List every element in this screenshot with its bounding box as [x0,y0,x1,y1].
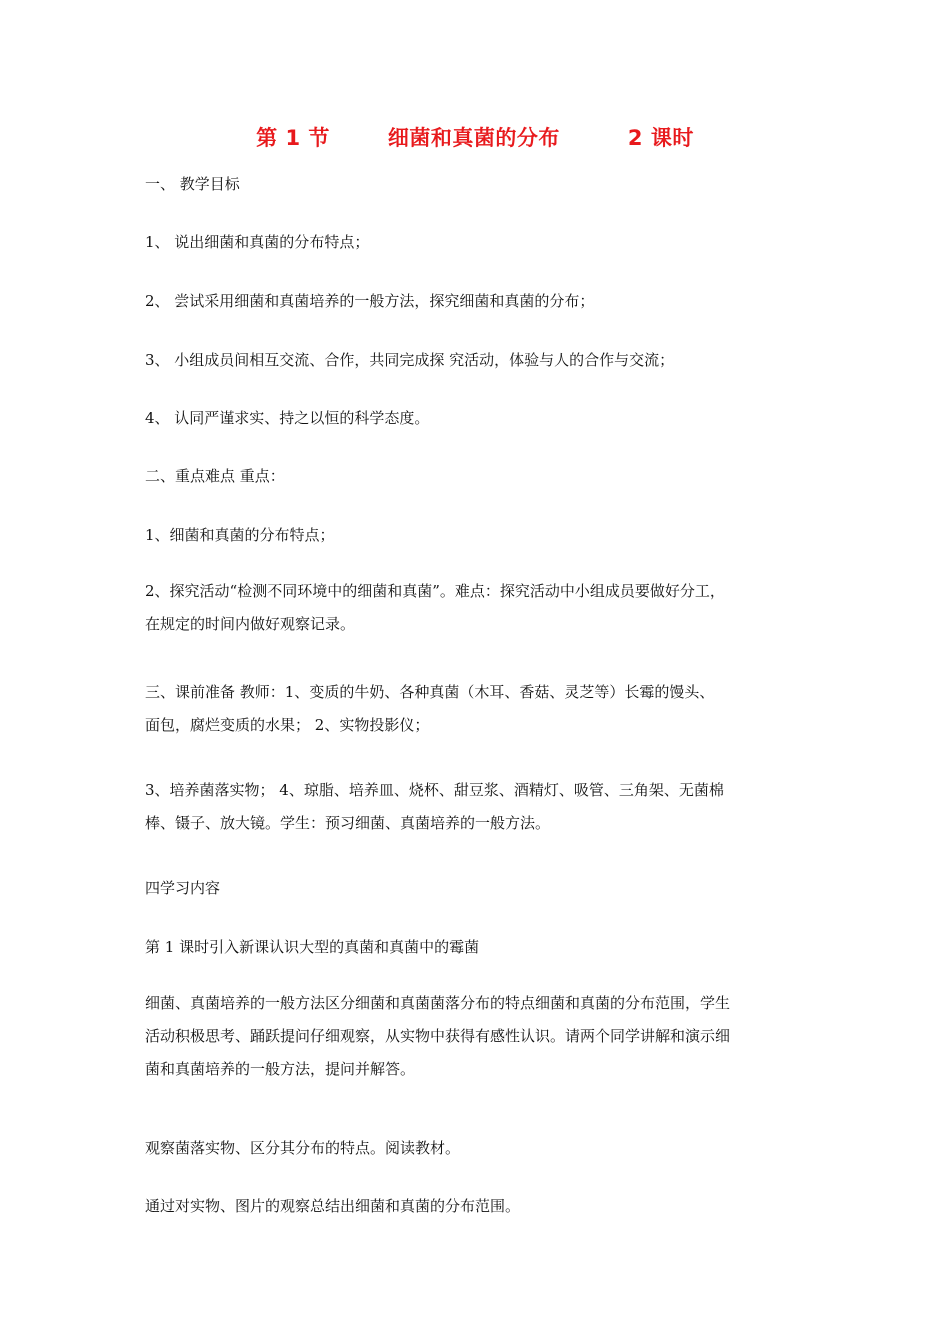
preparation-paragraph-2 [145,774,815,840]
paragraph-line: 细菌、真菌培养的一般方法区分细菌和真菌菌落分布的特点细菌和真菌的分布范围，学生 [145,994,731,1012]
content-heading: 四学习内容 [145,879,221,897]
title-hours: 2 课时 [627,126,694,150]
objective-item-1: 1、 说出细菌和真菌的分布特点； [145,233,370,251]
objective-item-4: 4、 认同严谨求实、持之以恒的科学态度。 [145,409,430,427]
objectives-heading: 一、 教学目标 [145,175,240,193]
preparation-paragraph-1 [145,676,815,742]
paragraph-line: 棒、镊子、放大镜。学生：预习细菌、真菌培养的一般方法。 [145,814,551,832]
lesson-1-intro: 第 1 课时引入新课认识大型的真菌和真菌中的霉菌 [145,938,480,956]
content-paragraph [145,987,815,1086]
paragraph-line: 2、探究活动“检测不同环境中的细菌和真菌”。难点：探究活动中小组成员要做好分工， [145,582,725,600]
objective-item-3: 3、 小组成员间相互交流、合作，共同完成探 究活动，体验与人的合作与交流； [145,351,675,369]
key-point-item-2 [145,575,815,641]
objective-item-2: 2、 尝试采用细菌和真菌培养的一般方法，探究细菌和真菌的分布； [145,292,595,310]
key-points-heading: 二、重点难点 重点： [145,467,285,485]
paragraph-line: 菌和真菌培养的一般方法，提问并解答。 [145,1060,416,1078]
paragraph-line: 3、培养菌落实物； 4、琼脂、培养皿、烧杯、甜豆浆、酒精灯、吸管、三角架、无菌棉 [145,781,724,799]
paragraph-line: 面包，腐烂变质的水果； 2、实物投影仪； [145,716,430,734]
paragraph-line: 三、课前准备 教师：1、变质的牛奶、各种真菌（木耳、香菇、灵芝等）长霉的馒头、 [145,683,715,701]
title-topic: 细菌和真菌的分布 [387,126,560,150]
key-point-item-1: 1、细菌和真菌的分布特点； [145,526,335,544]
document-title [0,122,950,152]
title-section: 第 1 节 [256,126,330,150]
paragraph-line: 活动积极思考、踊跃提问仔细观察，从实物中获得有感性认识。请两个同学讲解和演示细 [145,1027,731,1045]
observe-line: 观察菌落实物、区分其分布的特点。阅读教材。 [145,1139,461,1157]
paragraph-line: 在规定的时间内做好观察记录。 [145,615,356,633]
summary-line: 通过对实物、图片的观察总结出细菌和真菌的分布范围。 [145,1197,521,1215]
